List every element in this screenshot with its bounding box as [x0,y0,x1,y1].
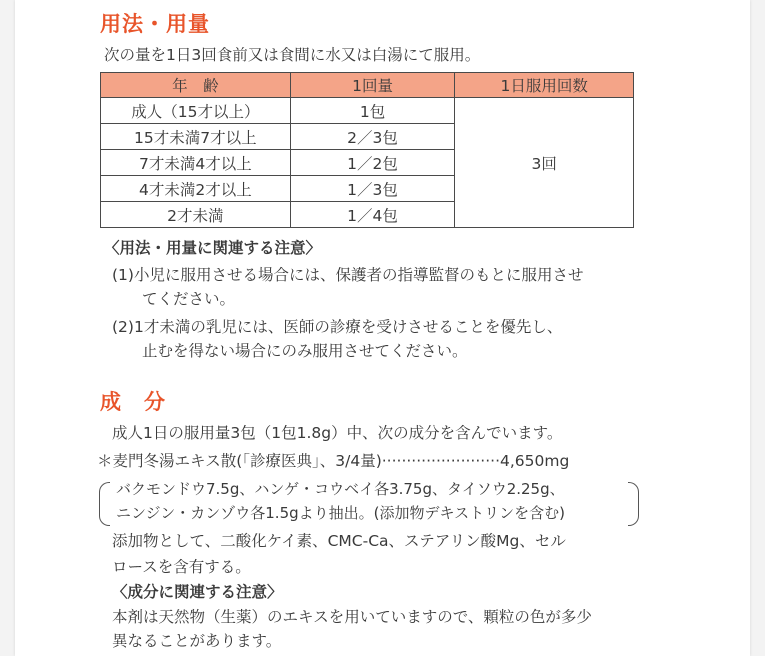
age-cell: 成人（15才以上） [101,98,291,124]
ingredients-caution-line-1: 本剤は天然物（生薬）のエキスを用いていますので、顆粒の色が多少 [112,608,592,626]
header-age: 年 齢 [101,73,291,98]
ingredients-heading: 成 分 [100,390,166,414]
usage-heading: 用法・用量 [100,12,210,36]
usage-caution-heading: 〈用法・用量に関連する注意〉 [104,239,322,257]
dose-cell: 1／2包 [290,150,455,176]
usage-intro: 次の量を1日3回食前又は食間に水又は白湯にて服用。 [104,46,481,64]
main-ingredient-name: 麦門冬湯エキス散(「診療医典」、3/4量) [112,452,382,470]
dosage-table [100,72,634,228]
additives-line-1: 添加物として、二酸化ケイ素、CMC-Ca、ステアリン酸Mg、セル [112,532,566,550]
leader-dots: ························ [381,452,500,470]
main-ingredient-amount: 4,650mg [500,452,570,470]
table-row [101,98,634,124]
ingredients-intro: 成人1日の服用量3包（1包1.8g）中、次の成分を含んでいます。 [112,424,563,442]
left-paren-bracket [99,482,110,526]
dose-cell: 1／3包 [290,176,455,202]
usage-caution-2-cont: 止むを得ない場合にのみ服用させてください。 [142,342,468,360]
dose-cell: 1／4包 [290,202,455,228]
dose-cell: 2／3包 [290,124,455,150]
right-paren-bracket [628,482,639,526]
header-dose: 1回量 [290,73,455,98]
age-cell: 15才未満7才以上 [101,124,291,150]
detail-line-2: ニンジン・カンゾウ各1.5gより抽出。(添加物デキストリンを含む) [116,504,566,522]
times-cell: 3回 [455,98,634,228]
dose-cell: 1包 [290,98,455,124]
usage-caution-1: (1)小児に服用させる場合には、保護者の指導監督のもとに服用させ [112,266,584,284]
age-cell: 7才未満4才以上 [101,150,291,176]
ingredients-caution-line-2: 異なることがあります。 [112,632,282,650]
header-times: 1日服用回数 [455,73,634,98]
age-cell: 4才未満2才以上 [101,176,291,202]
additives-line-2: ロースを含有する。 [112,558,251,576]
asterisk-marker: ＊ [97,452,113,470]
usage-caution-1-cont: てください。 [142,290,236,308]
usage-caution-2: (2)1才未満の乳児には、医師の診療を受けさせることを優先し、 [112,318,563,336]
detail-line-1: バクモンドウ7.5g、ハンゲ・コウベイ各3.75g、タイソウ2.25g、 [116,480,565,498]
age-cell: 2才未満 [101,202,291,228]
main-ingredient-line [97,450,569,472]
dosage-table-header [101,73,634,98]
ingredients-caution-heading: 〈成分に関連する注意〉 [112,583,283,601]
